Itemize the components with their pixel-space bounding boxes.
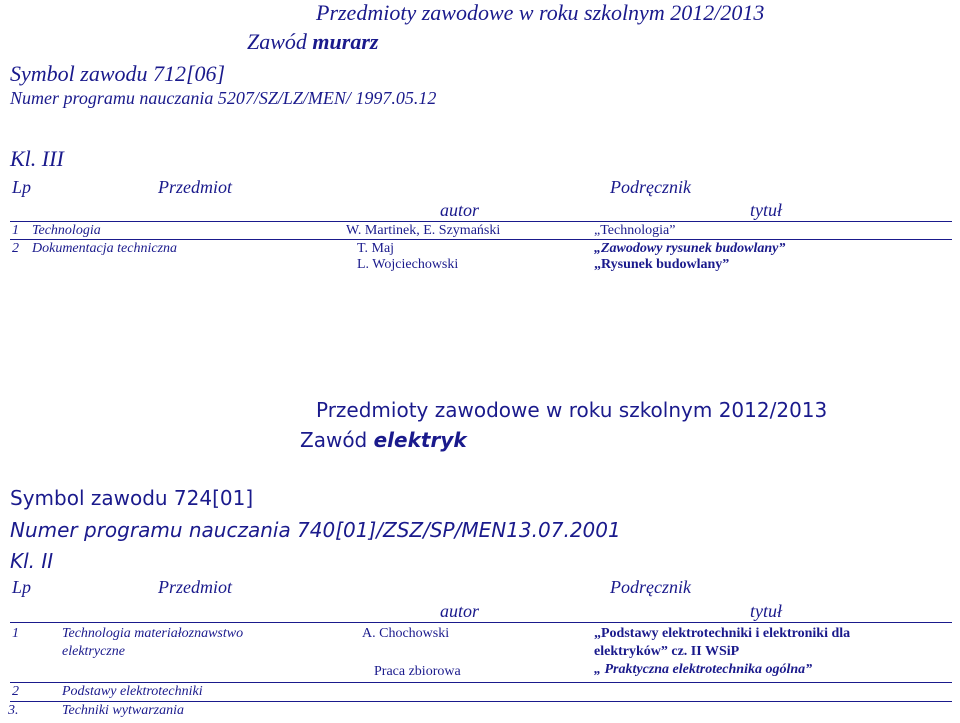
section2-row1-tytul3: „ Praktyczna elektrotechnika ogólna” — [594, 662, 813, 677]
section2-header-przedmiot: Przedmiot — [158, 577, 232, 597]
section1-row1-tytul: „Technologia” — [594, 223, 676, 238]
section1-klasa: Kl. III — [10, 146, 64, 171]
section1-row2-autor2: L. Wojciechowski — [357, 257, 459, 272]
section1-row2-autor: T. Maj — [357, 241, 395, 256]
section2-zawod-value: elektryk — [373, 428, 467, 452]
section2-row2-przedmiot: Podstawy elektrotechniki — [62, 684, 203, 699]
section2-header-tytul: tytuł — [750, 601, 782, 621]
section2-header-lp: Lp — [12, 577, 32, 597]
section2-row1-tytul2: elektryków” cz. II WSiP — [594, 644, 740, 659]
section1-row1-lp: 1 — [12, 223, 19, 238]
section1-row2-tytul2: „Rysunek budowlany” — [594, 257, 730, 272]
section1-symbol: Symbol zawodu 712[06] — [10, 61, 226, 86]
section2-row1-tytul: „Podstawy elektrotechniki i elektroniki dla — [594, 626, 851, 641]
section1-divider-2 — [10, 239, 952, 240]
section2-row3-przedmiot: Techniki wytwarzania — [62, 703, 184, 718]
section1-zawod-value: murarz — [312, 29, 379, 54]
section2-zawod-label: Zawód — [300, 428, 368, 452]
section1-header-autor: autor — [440, 200, 480, 220]
section1-row2-lp: 2 — [12, 241, 19, 256]
section2-divider-3 — [10, 701, 952, 702]
section2-title: Przedmioty zawodowe w roku szkolnym 2012/2013 — [316, 398, 828, 422]
section2-divider-2 — [10, 682, 952, 683]
section1-header-podrecznik: Podręcznik — [610, 177, 691, 197]
section1-row1-przedmiot: Technologia — [32, 223, 101, 238]
section2-row1-autor: A. Chochowski — [362, 626, 450, 641]
section2-row1-autor2: Praca zbiorowa — [374, 664, 461, 679]
section2-row3-lp: 3. — [8, 703, 19, 718]
section1-header-przedmiot: Przedmiot — [158, 177, 232, 197]
section1-title: Przedmioty zawodowe w roku szkolnym 2012/2013 — [316, 0, 765, 25]
section1-header-lp: Lp — [12, 177, 32, 197]
section2-row1-przedmiot2: elektryczne — [62, 644, 125, 659]
section1-row1-autor: W. Martinek, E. Szymański — [346, 223, 501, 238]
section2-klasa: Kl. II — [10, 549, 54, 573]
section1-zawod-label: Zawód — [247, 29, 307, 54]
section1-header-tytul: tytuł — [750, 200, 782, 220]
section2-zawod — [300, 428, 467, 452]
section1-divider-1 — [10, 221, 952, 222]
section2-divider-1 — [10, 622, 952, 623]
section1-zawod — [247, 29, 378, 55]
section2-row1-lp: 1 — [12, 626, 19, 641]
section1-program: Numer programu nauczania 5207/SZ/LZ/MEN/ 1997.05.12 — [10, 88, 437, 108]
section2-program: Numer programu nauczania 740[01]/ZSZ/SP/MEN13.07.2001 — [10, 518, 621, 542]
section2-symbol: Symbol zawodu 724[01] — [10, 486, 254, 510]
section2-header-autor: autor — [440, 601, 480, 621]
section2-header-podrecznik: Podręcznik — [610, 577, 691, 597]
section1-row2-tytul: „Zawodowy rysunek budowlany” — [594, 241, 786, 256]
section2-row2-lp: 2 — [12, 684, 19, 699]
section1-row2-przedmiot: Dokumentacja techniczna — [32, 241, 178, 256]
section2-row1-przedmiot: Technologia materiałoznawstwo — [62, 626, 244, 641]
